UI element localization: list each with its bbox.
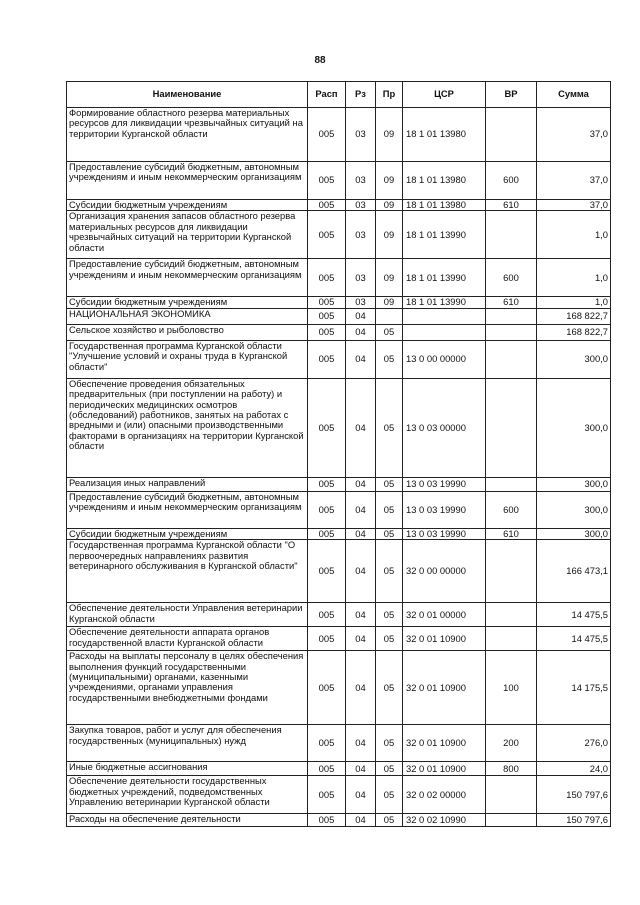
table-row [67, 308, 611, 324]
cell-rz: 04 [346, 491, 376, 528]
cell-rz: 03 [346, 297, 376, 308]
cell-vr [486, 477, 537, 491]
cell-vr: 200 [486, 725, 537, 762]
cell-sum: 300,0 [537, 378, 611, 477]
cell-vr: 600 [486, 259, 537, 297]
cell-rasp: 005 [308, 324, 346, 340]
cell-rz: 03 [346, 211, 376, 259]
table-row [67, 211, 611, 259]
cell-vr [486, 324, 537, 340]
cell-rz: 04 [346, 651, 376, 725]
cell-csr: 13 0 03 19990 [403, 528, 486, 539]
cell-vr [486, 108, 537, 162]
cell-rasp: 005 [308, 627, 346, 651]
cell-sum: 166 473,1 [537, 540, 611, 603]
cell-sum: 37,0 [537, 162, 611, 200]
table-row [67, 540, 611, 603]
cell-rz: 04 [346, 725, 376, 762]
cell-vr [486, 211, 537, 259]
cell-rasp: 005 [308, 297, 346, 308]
cell-rasp: 005 [308, 108, 346, 162]
cell-rasp: 005 [308, 200, 346, 211]
cell-csr: 32 0 00 00000 [403, 540, 486, 603]
cell-vr [486, 603, 537, 627]
cell-sum: 300,0 [537, 477, 611, 491]
cell-vr: 610 [486, 200, 537, 211]
table-row [67, 814, 611, 827]
cell-csr [403, 324, 486, 340]
cell-name: Субсидии бюджетным учреждениям [67, 528, 308, 539]
cell-pr: 09 [376, 259, 403, 297]
cell-rz: 03 [346, 108, 376, 162]
table-header [67, 82, 611, 108]
cell-pr: 05 [376, 491, 403, 528]
cell-rasp: 005 [308, 814, 346, 827]
cell-vr: 610 [486, 297, 537, 308]
cell-rz: 03 [346, 259, 376, 297]
cell-pr: 05 [376, 776, 403, 814]
cell-name: Государственная программа Курганской области "О первоочередных направлениях развития ветеринарного обслуживания в Курганской области" [67, 540, 308, 603]
cell-rz: 04 [346, 324, 376, 340]
cell-pr: 05 [376, 378, 403, 477]
cell-pr: 05 [376, 814, 403, 827]
cell-rz: 03 [346, 162, 376, 200]
cell-pr: 05 [376, 528, 403, 539]
cell-pr: 05 [376, 477, 403, 491]
cell-csr: 32 0 02 10990 [403, 814, 486, 827]
cell-rz: 04 [346, 477, 376, 491]
cell-name: Формирование областного резерва материальных ресурсов для ликвидации чрезвычайных ситуаций на территории Курганской области [67, 108, 308, 162]
header-vr: ВР [486, 82, 537, 108]
cell-sum: 1,0 [537, 211, 611, 259]
cell-vr: 800 [486, 762, 537, 776]
cell-rz: 04 [346, 528, 376, 539]
cell-sum: 300,0 [537, 528, 611, 539]
cell-name: Обеспечение проведения обязательных предварительных (при поступлении на работу) и периодических медицинских осмотров (обследований) работников, занятых на работах с вредными и (или) опасными производственными факторами в организациях на территории Курганской области [67, 378, 308, 477]
table-row [67, 627, 611, 651]
cell-csr: 32 0 01 00000 [403, 603, 486, 627]
cell-sum: 14 475,5 [537, 627, 611, 651]
cell-csr: 32 0 01 10900 [403, 725, 486, 762]
cell-sum: 150 797,6 [537, 776, 611, 814]
cell-name: Обеспечение деятельности Управления ветеринарии Курганской области [67, 603, 308, 627]
cell-name: Закупка товаров, работ и услуг для обеспечения государственных (муниципальных) нужд [67, 725, 308, 762]
cell-rz: 04 [346, 540, 376, 603]
budget-table [66, 81, 611, 827]
cell-rasp: 005 [308, 162, 346, 200]
cell-rasp: 005 [308, 776, 346, 814]
table-row [67, 259, 611, 297]
cell-pr: 05 [376, 540, 403, 603]
header-csr: ЦСР [403, 82, 486, 108]
cell-csr: 18 1 01 13990 [403, 259, 486, 297]
cell-name: Организация хранения запасов областного резерва материальных ресурсов для ликвидации чрезвычайных ситуаций на территории Курганской области [67, 211, 308, 259]
cell-vr [486, 378, 537, 477]
cell-name: Реализация иных направлений [67, 477, 308, 491]
table-row [67, 340, 611, 378]
cell-vr [486, 814, 537, 827]
header-pr: Пр [376, 82, 403, 108]
cell-sum: 168 822,7 [537, 324, 611, 340]
cell-sum: 168 822,7 [537, 308, 611, 324]
cell-rz: 04 [346, 776, 376, 814]
cell-vr [486, 776, 537, 814]
header-rz: Рз [346, 82, 376, 108]
cell-csr: 18 1 01 13980 [403, 162, 486, 200]
table-row [67, 477, 611, 491]
cell-csr: 13 0 00 00000 [403, 340, 486, 378]
cell-rasp: 005 [308, 308, 346, 324]
table-row [67, 297, 611, 308]
cell-rz: 03 [346, 200, 376, 211]
table-row [67, 378, 611, 477]
cell-csr: 32 0 01 10900 [403, 627, 486, 651]
cell-rasp: 005 [308, 340, 346, 378]
cell-rz: 04 [346, 603, 376, 627]
cell-pr: 05 [376, 627, 403, 651]
table-body [67, 108, 611, 827]
cell-sum: 276,0 [537, 725, 611, 762]
table-row [67, 776, 611, 814]
cell-csr: 18 1 01 13990 [403, 211, 486, 259]
cell-csr [403, 308, 486, 324]
cell-name: Субсидии бюджетным учреждениям [67, 297, 308, 308]
cell-pr: 05 [376, 603, 403, 627]
cell-rz: 04 [346, 308, 376, 324]
table-row [67, 762, 611, 776]
table-row [67, 603, 611, 627]
table-row [67, 491, 611, 528]
cell-sum: 300,0 [537, 491, 611, 528]
cell-csr: 32 0 02 00000 [403, 776, 486, 814]
cell-vr: 600 [486, 162, 537, 200]
cell-rasp: 005 [308, 540, 346, 603]
table-row [67, 108, 611, 162]
table-row [67, 651, 611, 725]
cell-sum: 14 475,5 [537, 603, 611, 627]
cell-name: Предоставление субсидий бюджетным, автономным учреждениям и иным некоммерческим организациям [67, 259, 308, 297]
page-number: 88 [314, 55, 326, 66]
cell-pr: 05 [376, 725, 403, 762]
cell-rz: 04 [346, 627, 376, 651]
cell-csr: 13 0 03 00000 [403, 378, 486, 477]
cell-name: НАЦИОНАЛЬНАЯ ЭКОНОМИКА [67, 308, 308, 324]
cell-pr: 09 [376, 297, 403, 308]
cell-vr: 600 [486, 491, 537, 528]
cell-name: Государственная программа Курганской области "Улучшение условий и охраны труда в Курганской области" [67, 340, 308, 378]
cell-rz: 04 [346, 762, 376, 776]
cell-name: Расходы на выплаты персоналу в целях обеспечения выполнения функций государственными (муниципальными) органами, казенными учреждениями, органами управления государственными внебюджетными фондами [67, 651, 308, 725]
cell-sum: 37,0 [537, 200, 611, 211]
table-row [67, 200, 611, 211]
cell-vr [486, 627, 537, 651]
cell-pr: 05 [376, 762, 403, 776]
cell-rasp: 005 [308, 378, 346, 477]
cell-vr [486, 340, 537, 378]
header-rasp: Расп [308, 82, 346, 108]
cell-pr: 05 [376, 651, 403, 725]
table-row [67, 528, 611, 539]
cell-csr: 32 0 01 10900 [403, 762, 486, 776]
cell-sum: 150 797,6 [537, 814, 611, 827]
header-sum: Сумма [537, 82, 611, 108]
cell-vr [486, 308, 537, 324]
cell-name: Иные бюджетные ассигнования [67, 762, 308, 776]
table-row [67, 725, 611, 762]
cell-sum: 14 175,5 [537, 651, 611, 725]
cell-pr: 09 [376, 108, 403, 162]
cell-rz: 04 [346, 378, 376, 477]
cell-rasp: 005 [308, 477, 346, 491]
cell-rz: 04 [346, 340, 376, 378]
cell-pr: 09 [376, 162, 403, 200]
cell-sum: 24,0 [537, 762, 611, 776]
cell-name: Субсидии бюджетным учреждениям [67, 200, 308, 211]
cell-pr: 09 [376, 200, 403, 211]
cell-pr: 05 [376, 324, 403, 340]
cell-name: Предоставление субсидий бюджетным, автономным учреждениям и иным некоммерческим организациям [67, 491, 308, 528]
cell-sum: 37,0 [537, 108, 611, 162]
cell-sum: 1,0 [537, 297, 611, 308]
cell-sum: 1,0 [537, 259, 611, 297]
cell-name: Предоставление субсидий бюджетным, автономным учреждениям и иным некоммерческим организациям [67, 162, 308, 200]
cell-sum: 300,0 [537, 340, 611, 378]
cell-rasp: 005 [308, 603, 346, 627]
table-row [67, 324, 611, 340]
cell-pr: 09 [376, 211, 403, 259]
cell-csr: 18 1 01 13980 [403, 108, 486, 162]
cell-csr: 32 0 01 10900 [403, 651, 486, 725]
cell-rasp: 005 [308, 259, 346, 297]
cell-name: Расходы на обеспечение деятельности [67, 814, 308, 827]
cell-name: Обеспечение деятельности государственных бюджетных учреждений, подведомственных Управлению ветеринарии Курганской области [67, 776, 308, 814]
cell-pr [376, 308, 403, 324]
cell-rasp: 005 [308, 528, 346, 539]
cell-pr: 05 [376, 340, 403, 378]
cell-name: Сельское хозяйство и рыболовство [67, 324, 308, 340]
cell-rasp: 005 [308, 491, 346, 528]
cell-csr: 18 1 01 13990 [403, 297, 486, 308]
cell-rasp: 005 [308, 762, 346, 776]
cell-vr: 100 [486, 651, 537, 725]
cell-rasp: 005 [308, 211, 346, 259]
cell-vr [486, 540, 537, 603]
header-name: Наименование [67, 82, 308, 108]
cell-csr: 18 1 01 13980 [403, 200, 486, 211]
cell-name: Обеспечение деятельности аппарата органов государственной власти Курганской области [67, 627, 308, 651]
table-row [67, 162, 611, 200]
cell-vr: 610 [486, 528, 537, 539]
cell-csr: 13 0 03 19990 [403, 491, 486, 528]
cell-rz: 04 [346, 814, 376, 827]
cell-rasp: 005 [308, 725, 346, 762]
cell-rasp: 005 [308, 651, 346, 725]
cell-csr: 13 0 03 19990 [403, 477, 486, 491]
